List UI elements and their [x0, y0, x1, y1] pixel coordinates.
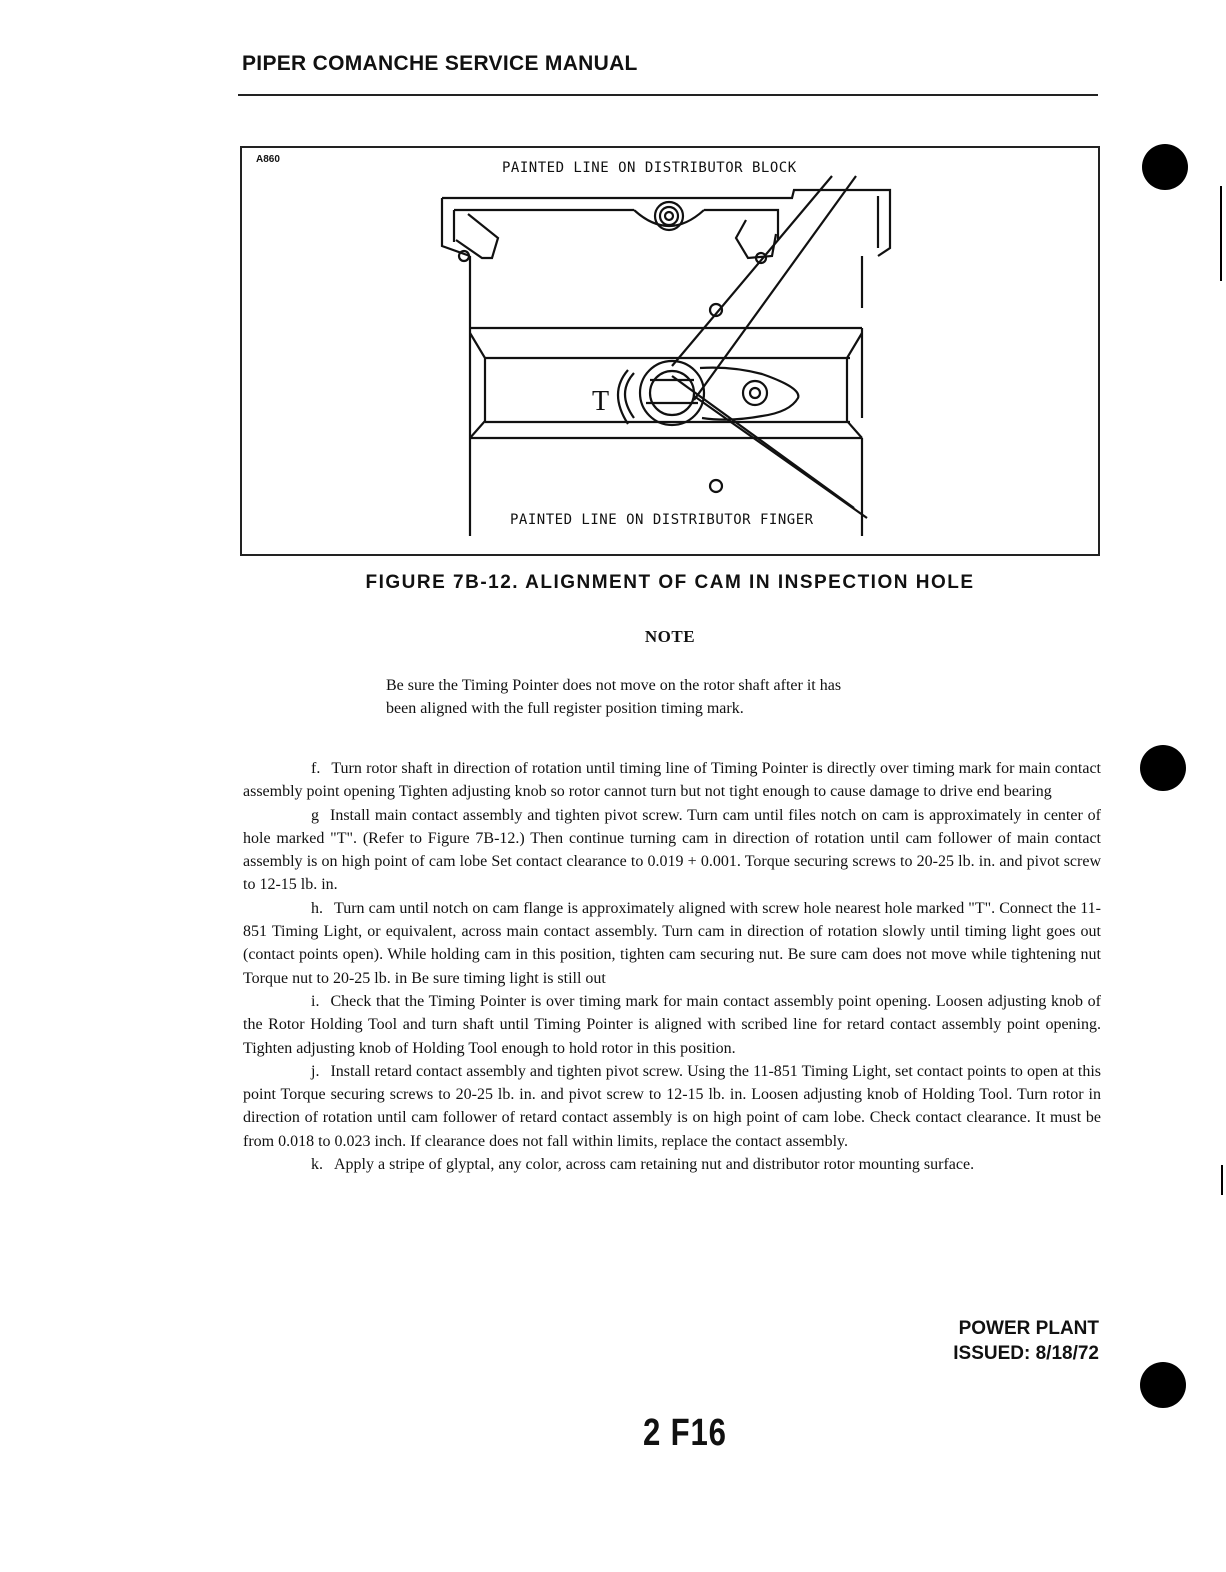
step-text: Install retard contact assembly and tighten pivot screw. Using the 11-851 Timing Light, set contact points to open at this point Torque securing screws to 20-25 lb. in. and pivot screw to 12-15 lb. in. Loosen adjusting knob of Holding Tool. Turn rotor in direction of rotation until cam follower of retard contact assembly is on high point of cam lobe. Check contact clearance. It must be from 0.018 to 0.023 inch. If clearance does not fall within limits, replace the contact assembly.	[243, 1062, 1101, 1150]
step-text: Turn rotor shaft in direction of rotation until timing line of Timing Pointer is directly over timing mark for main contact assembly point opening Tighten adjusting knob so rotor cannot turn but not tight enough to cause damage to drive end bearing	[243, 760, 1101, 801]
note-line: Be sure the Timing Pointer does not move on the rotor shaft after it has	[386, 677, 842, 694]
header-rule	[238, 94, 1098, 96]
fiche-page-code: 2 F16	[643, 1412, 727, 1454]
procedure-step-j	[243, 1060, 1101, 1153]
inspection-hole-mark: T	[592, 386, 610, 417]
callout-distributor-finger: PAINTED LINE ON DISTRIBUTOR FINGER	[510, 512, 814, 528]
note-line: been aligned with the full register position timing mark.	[386, 700, 744, 717]
procedure-step-i	[243, 990, 1101, 1060]
step-text: Turn cam until notch on cam flange is approximately aligned with screw hole nearest hole marked "T". Connect the 11-851 Timing Light, or equivalent, across main contact assembly. Turn cam in direction of rotation slowly until timing light goes out (contact points open). While holding cam in this position, tighten cam securing nut. Be sure cam does not move while tightening nut Torque nut to 20-25 lb. in Be sure timing light is still out	[243, 899, 1101, 987]
binder-hole-middle	[1140, 745, 1186, 791]
scan-edge-mark	[1220, 186, 1222, 281]
procedure-steps	[243, 757, 1101, 1176]
step-letter: f.	[311, 760, 321, 777]
procedure-step-g	[243, 804, 1101, 897]
procedure-step-k	[243, 1153, 1101, 1176]
footer-block	[953, 1316, 1099, 1366]
page-header-title: PIPER COMANCHE SERVICE MANUAL	[242, 52, 638, 75]
binder-hole-bottom	[1140, 1362, 1186, 1408]
procedure-step-f	[243, 757, 1101, 804]
scan-edge-mark	[1221, 1165, 1223, 1195]
note-body	[386, 674, 986, 720]
step-text: Check that the Timing Pointer is over timing mark for main contact assembly point opening. Loosen adjusting knob of the Rotor Holding Tool and turn shaft until Timing Pointer is aligned with scribed line for retard contact assembly point opening. Tighten adjusting knob of Holding Tool enough to hold rotor in this position.	[243, 992, 1101, 1057]
footer-issued-date: ISSUED: 8/18/72	[953, 1343, 1099, 1364]
step-letter: i.	[311, 992, 320, 1010]
distributor-diagram	[242, 148, 1098, 554]
binder-hole-top	[1142, 144, 1188, 190]
step-letter: j.	[311, 1062, 320, 1080]
callout-distributor-block: PAINTED LINE ON DISTRIBUTOR BLOCK	[502, 160, 797, 176]
procedure-step-h	[243, 897, 1101, 990]
step-letter: h.	[311, 899, 323, 917]
figure-caption: FIGURE 7B-12. ALIGNMENT OF CAM IN INSPECTION HOLE	[365, 572, 975, 593]
step-text: Install main contact assembly and tighten pivot screw. Turn cam until files notch on cam is approximately in center of hole marked "T". (Refer to Figure 7B-12.) Then continue turning cam in direction of rotation until cam follower of main contact assembly is on high point of cam lobe Set contact clearance to 0.019 + 0.001. Torque securing screws to 20-25 lb. in. and pivot screw to 12-15 lb. in.	[243, 806, 1101, 894]
footer-section: POWER PLANT	[958, 1318, 1099, 1339]
step-letter: g	[311, 806, 319, 824]
figure-id-mark: A860	[256, 154, 280, 165]
step-text: Apply a stripe of glyptal, any color, across cam retaining nut and distributor rotor mounting surface.	[334, 1156, 975, 1174]
note-heading: NOTE	[644, 627, 696, 646]
figure-frame	[240, 146, 1100, 556]
step-letter: k.	[311, 1156, 323, 1174]
